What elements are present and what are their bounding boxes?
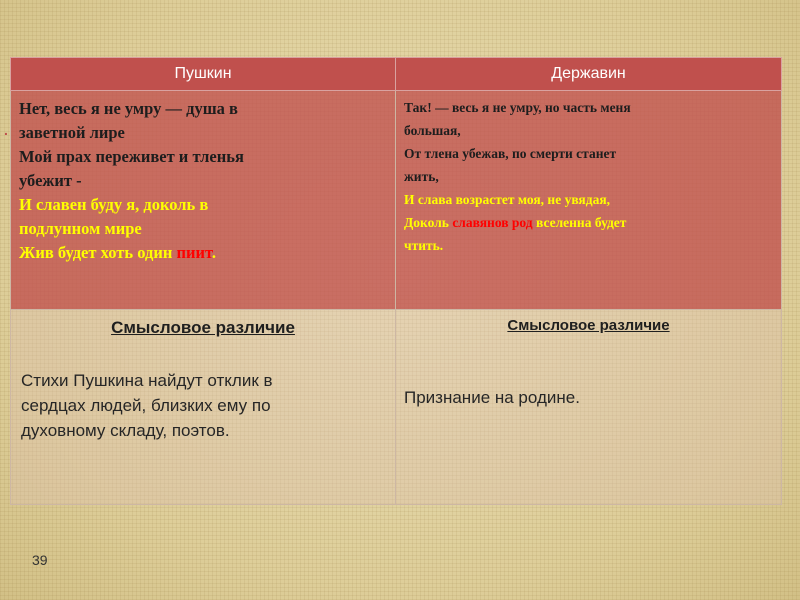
difference-row: [11, 310, 782, 505]
table-header-row: [11, 58, 782, 91]
poem-text: От тлена убежав, по смерти станет: [404, 146, 617, 161]
poem-highlight-red: пиит: [176, 243, 212, 262]
poem-line: [19, 193, 385, 217]
poem-line: [19, 169, 385, 193]
derzhavin-difference-cell: [396, 310, 782, 505]
poem-line: [404, 119, 771, 142]
pushkin-difference-line: духовному складу, поэтов.: [21, 421, 230, 440]
poem-text: заветной лире: [19, 123, 125, 142]
pushkin-difference-line: Стихи Пушкина найдут отклик в: [21, 371, 273, 390]
derzhavin-difference-text: [396, 334, 781, 410]
poem-line: [404, 211, 771, 234]
poem-line: [19, 97, 385, 121]
derzhavin-poem: [396, 91, 781, 257]
poem-highlight-yellow: И слава возрастет моя, не увядая,: [404, 192, 610, 207]
comparison-table: [10, 57, 782, 505]
header-derzhavin: Державин: [396, 58, 782, 91]
pushkin-poem-cell: [11, 91, 396, 310]
poem-highlight-yellow: вселенна будет: [532, 215, 627, 230]
poem-text: жить,: [404, 169, 439, 184]
pushkin-difference-text: [11, 338, 395, 443]
stray-dot-mark: .: [4, 122, 8, 138]
poem-highlight-yellow: Доколь: [404, 215, 453, 230]
poem-text: Нет, весь я не умру — душа в: [19, 99, 238, 118]
poem-line: [404, 165, 771, 188]
poem-line: [19, 217, 385, 241]
poem-line: [19, 145, 385, 169]
poem-line: [19, 241, 385, 265]
derzhavin-difference-line: Признание на родине.: [404, 388, 580, 407]
poem-highlight-yellow: И славен буду я, доколь в: [19, 195, 209, 214]
poem-text: большая,: [404, 123, 461, 138]
poem-text: Мой прах переживет и тленья: [19, 147, 244, 166]
poem-highlight-yellow: Жив будет хоть один: [19, 243, 177, 262]
poem-line: [404, 188, 771, 211]
poem-line: [404, 234, 771, 257]
poem-highlight-yellow: .: [211, 243, 216, 262]
poem-highlight-yellow: чтить.: [404, 238, 444, 253]
derzhavin-poem-cell: [396, 91, 782, 310]
pushkin-poem: [11, 91, 395, 265]
slide-number: 39: [32, 552, 48, 568]
poem-highlight-red: славянов род: [452, 215, 533, 230]
poem-row: [11, 91, 782, 310]
poem-line: [404, 96, 771, 119]
pushkin-difference-title: Смысловое различие: [111, 318, 295, 337]
header-pushkin: Пушкин: [11, 58, 396, 91]
pushkin-difference-line: сердцах людей, близких ему по: [21, 396, 271, 415]
pushkin-difference-cell: [11, 310, 396, 505]
poem-highlight-yellow: подлунном мире: [19, 219, 142, 238]
poem-line: [19, 121, 385, 145]
poem-text: Так! — весь я не умру, но часть меня: [404, 100, 631, 115]
poem-line: [404, 142, 771, 165]
derzhavin-difference-title: Смысловое различие: [507, 317, 670, 334]
poem-text: убежит -: [19, 171, 82, 190]
